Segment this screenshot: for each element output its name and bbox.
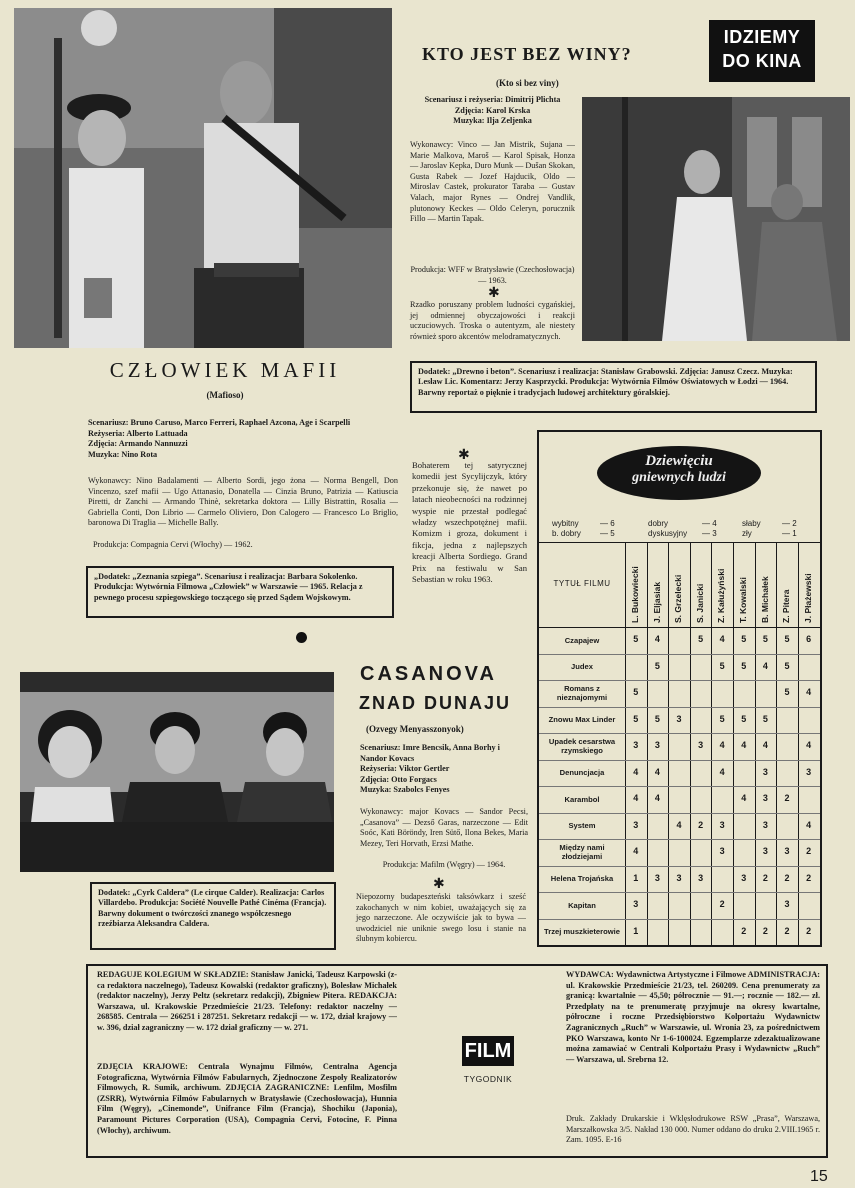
film-title: Karambol [564, 794, 600, 804]
casanova-title-line1: CASANOVA [360, 663, 497, 685]
casanova-still-photo [20, 672, 334, 872]
bullet-dot [296, 632, 307, 643]
ratings-heading-line2: gniewnych ludzi [632, 470, 726, 485]
score-cell: 4 [654, 793, 660, 804]
score-cell: 5 [784, 634, 790, 645]
score-cell: 3 [654, 740, 660, 751]
casanova-scene-image [20, 672, 334, 872]
score-cell: 3 [633, 899, 639, 910]
legend-label: dobry [648, 519, 669, 528]
critic-name: Z. Pitera [781, 589, 792, 623]
score-cell: 3 [741, 872, 747, 883]
score-cell: 6 [806, 634, 812, 645]
score-cell: 3 [633, 819, 639, 830]
kto-review: Rzadko poruszany problem ludności cygańskiej, jej odmiennej obyczajowości i reakcji uczuciowych. Troska o autentyzm, ale niestety również sporo akcentów melodramatycznych. [410, 300, 575, 341]
page-number: 15 [810, 1168, 828, 1185]
legend-label: zły [742, 529, 752, 538]
film-title: Trzej muszkieterowie [544, 927, 620, 937]
score-cell: 2 [806, 872, 812, 883]
score-cell: 3 [654, 872, 660, 883]
score-cell: 4 [633, 766, 639, 777]
score-cell: 4 [741, 793, 747, 804]
score-cell: 2 [762, 872, 768, 883]
score-cell: 4 [762, 740, 768, 751]
legend-value: — 6 [600, 519, 615, 528]
mafia-cast: Wykonawcy: Nino Badalamenti — Alberto Sordi, jego żona — Norma Bengell, Don Vincenzo, szef mafii — Ugo Attanasio, Donatella — Cinzia Bruno, Patrizia — Katiuscia Piretti, dr Zanchi — Armando Thinè, sekretarka doktora — Lilly Bistrattin, Rosalia — Gabriella Conti, Don Librio — Carmelo Oliviero, Don Calogero — Francesco Lo Briglio, baronowa Di Traglia — Michelle Bally. [88, 476, 398, 528]
score-cell: 3 [762, 793, 768, 804]
table-top-rule [539, 542, 820, 543]
legend-label: dyskusyjny [648, 529, 688, 538]
score-cell: 5 [741, 634, 747, 645]
footer-druk: Druk. Zakłady Drukarskie i Wklęsłodrukowe RSW „Prasa”, Warszawa, Marszałkowska 3/5. Nakład 130 000. Numer oddano do druku 2.VIII.1965 r. Zam. 1095. E-16 [566, 1114, 820, 1145]
score-cell: 3 [698, 872, 704, 883]
score-cell: 5 [633, 687, 639, 698]
score-cell: 3 [719, 846, 725, 857]
footer-redakcja: REDAGUJE KOLEGIUM W SKŁADZIE: Stanisław Janicki, Tadeusz Karpowski (z-ca redaktora naczelnego), Tadeusz Kowalski (redaktor graficzny), Bolesław Michałek (redaktor naczelny), Jerzy Peltz (sekretarz redakcji), Zbigniew Pitera. REDAKCJA: Warszawa, ul. Krakowskie Przedmieście 21/23. Telefony: redaktor naczelny — 268585. Centrala — 266251 i 287251. Sekretarz redakcji — w. 172, dział krajowy — w. 396, dział zagraniczny — w. 172 dział graficzny — w. 271. [97, 970, 397, 1032]
score-cell: 4 [741, 740, 747, 751]
casanova-review: Niepozorny budapeszteński taksówkarz i sześć zakochanych w nim kobiet, uważających się za jego narzeczone. Ale oczywiście jak to bywa — uwodziciel nie uniknie swego losu i stanie na ślubnym kobiercu. [356, 892, 526, 944]
score-cell: 3 [633, 740, 639, 751]
idziemy-do-kina-badge [709, 20, 815, 82]
score-cell: 3 [762, 846, 768, 857]
legend-label: słaby [742, 519, 761, 528]
film-title: Znowu Max Linder [548, 715, 616, 725]
legend-value: — 2 [782, 519, 797, 528]
kto-scene-image [582, 97, 850, 341]
kto-production: Produkcja: WFF w Bratysławie (Czechosłowacja) — 1963. [410, 265, 575, 285]
film-title: System [568, 821, 596, 831]
score-cell: 2 [784, 872, 790, 883]
score-cell: 4 [633, 793, 639, 804]
title-column-header: TYTUŁ FILMU [553, 578, 611, 588]
score-cell: 5 [741, 713, 747, 724]
score-cell: 4 [654, 634, 660, 645]
footer-wydawca: WYDAWCA: Wydawnictwa Artystyczne i Filmowe ADMINISTRACJA: ul. Krakowskie Przedmieście 21/23, tel. 260209. Cena prenumeraty za granicą: kwartalnie — 45,50; półrocznie — 91.—; rocznie — 182.— zł. Przedpłaty na te prenumeratę przyjmuje na okresy kwartalne, półroczne i roczne Przedsiębiorstwo Kolportażu Wydawnictw Zagranicznych „Ruch” w Warszawie, ul. Wronia 23, za pośrednictwem PKO Warszawa, konto Nr 1-6-100024. Egzemplarze zdezaktualizowane można zamawiać w Centrali Kolportażu Prasy i Wydawnictw „Ruch” — Warszawa, ul. Srebrna 12. [566, 970, 820, 1064]
kto-subtitle: (Kto si bez viny) [496, 78, 559, 88]
score-cell: 5 [719, 660, 725, 671]
score-cell: 3 [698, 740, 704, 751]
score-cell: 5 [654, 660, 660, 671]
score-cell: 5 [762, 634, 768, 645]
score-cell: 4 [806, 687, 812, 698]
score-cell: 5 [719, 713, 725, 724]
score-cell: 2 [784, 925, 790, 936]
casanova-addition-box: Dodatek: „Cyrk Caldera” (Le cirque Calder). Realizacja: Carlos Villardebo. Produkcja: Société Nouvelle Pathé Cinéma (Francja). Barwny dokument o twórczości znanego współczesnego rzeźbiarza Aleksandra Caldera. [90, 882, 336, 950]
mafia-review: Bohaterem tej satyrycznej komedii jest Sycylijczyk, który przekonuje się, że nawet po latach nieobecności na rodzinnej wyspie nie przestał podlegać władzy wszechpotężnej mafii. Komizm i groza, dokument i fikcja, jedna z najlepszych kreacji Alberta Sordiego. Grand Prix na festiwalu w San Sebastian w roku 1963. [412, 460, 527, 585]
score-cell: 2 [762, 925, 768, 936]
score-cell: 3 [784, 846, 790, 857]
score-cell: 4 [806, 819, 812, 830]
film-title: Judex [571, 662, 593, 672]
ratings-table [539, 542, 820, 945]
ratings-heading-line1: Dziewięciu [645, 453, 713, 469]
kto-addition-box: Dodatek: „Drewno i beton”. Scenariusz i realizacja: Stanisław Grabowski. Zdjęcia: Janusz Czecz. Muzyka: Lesław Lic. Komentarz: Jerzy Kasprzycki. Produkcja: Wytwórnia Filmów Oświatowych w Łodzi — 1964. Barwny reportaż o pięknie i tradycjach ludowej architektury góralskiej. [410, 361, 817, 413]
critic-name: Z. Kałużyński [716, 568, 727, 623]
score-cell: 2 [719, 899, 725, 910]
kto-cast: Wykonawcy: Vinco — Jan Mistrik, Sujana — Marie Malkova, Maroš — Karol Spisak, Honza — Jaroslav Kepka, Duro Munk — Dušan Skokan, Gusta Rabek — Jozef Hajducik, Oldo — Miroslav Castek, prokurator Taraba — Gustav Valach, major Rynes — Ondrej Vandlik, plutonowy Keckes — Oldo Celeryn, porucznik Fillo — Martin Tapak. [410, 140, 575, 224]
score-cell: 4 [719, 766, 725, 777]
asterisk-icon: ✱ [433, 877, 445, 892]
asterisk-icon: ✱ [458, 448, 470, 463]
legend-value: — 5 [600, 529, 615, 538]
kto-credit-director: Scenariusz i reżyseria: Dimitrij Plichta [424, 95, 561, 104]
film-title: Kapitan [568, 900, 596, 910]
kto-credit-camera: Zdjęcia: Karol Krska [454, 105, 531, 115]
score-cell: 2 [698, 819, 704, 830]
column-rule [668, 542, 669, 945]
kto-still-photo [582, 97, 850, 341]
casanova-subtitle: (Ozvegy Menyasszonyok) [366, 724, 464, 734]
mafioso-scene-image [14, 8, 392, 348]
score-cell: 4 [762, 660, 768, 671]
kto-title: KTO JEST BEZ WINY? [422, 44, 632, 64]
score-cell: 5 [784, 687, 790, 698]
casanova-credits: Scenariusz: Imre Bencsik, Anna Borhy i Nandor Kovacs Reżyseria: Viktor Gertler Zdjęcia: Otto Forgacs Muzyka: Szabolcs Fenyes [360, 743, 500, 795]
kto-credits [410, 95, 575, 127]
mafia-subtitle: (Mafioso) [206, 390, 244, 400]
score-cell: 5 [741, 660, 747, 671]
critic-name: S. Grzelecki [673, 574, 684, 623]
score-cell: 3 [719, 819, 725, 830]
critic-name: J. Płażewski [802, 573, 813, 623]
badge-line2: DO KINA [722, 51, 802, 71]
score-cell: 4 [719, 634, 725, 645]
film-title: Między nami złodziejami [559, 843, 605, 862]
score-cell: 5 [633, 634, 639, 645]
badge-line1: IDZIEMY [723, 27, 801, 47]
film-title: Romans z nieznajomymi [556, 684, 608, 703]
score-cell: 3 [762, 766, 768, 777]
score-cell: 3 [784, 899, 790, 910]
score-cell: 2 [784, 793, 790, 804]
mafia-production: Produkcja: Compagnia Cervi (Włochy) — 1962. [93, 540, 253, 549]
score-cell: 4 [654, 766, 660, 777]
legend-value: — 3 [702, 529, 717, 538]
score-cell: 5 [762, 713, 768, 724]
score-cell: 3 [806, 766, 812, 777]
critic-name: J. Eljasiak [651, 581, 662, 623]
asterisk-icon: ✱ [488, 286, 500, 301]
legend-label: wybitny [552, 519, 579, 528]
mafia-title: CZŁOWIEK MAFII [109, 358, 341, 382]
score-cell: 4 [719, 740, 725, 751]
legend-value: — 4 [702, 519, 717, 528]
mafia-credits: Scenariusz: Bruno Caruso, Marco Ferreri, Raphael Azcona, Age i Scarpelli Reżyseria: Alberto Lattuada Zdjęcia: Armando Nannuzzi Muzyka: Nino Rota [88, 418, 351, 459]
score-cell: 5 [698, 634, 704, 645]
ratings-heading [597, 446, 761, 500]
footer-zdjecia: ZDJĘCIA KRAJOWE: Centrala Wynajmu Filmów, Centralna Agencja Fotograficzna, Wytwórnia Filmów Fabularnych, Zjednoczone Zespoły Realizatorów Filmowych, R. Sumik, archiwum. ZDJĘCIA ZAGRANICZNE: Lenfilm, Mosfilm (ZSRR), Wytwórnia Filmów Fabularnych w Bratysławie (Czechosłowacja), Hunnia Film (Węgry), „Cinemonde”, Unifrance Film (Francja), Shochiku (Japonia), Paramount Pictures Corporation (USA), Compagnia Cervi, Fotocine, F. Pinna (Włochy), archiwum. [97, 1062, 397, 1135]
film-logo: FILM [462, 1036, 514, 1066]
score-cell: 3 [676, 713, 682, 724]
score-cell: 4 [633, 846, 639, 857]
kto-credit-music: Muzyka: Ilja Zeljenka [453, 116, 532, 126]
mafia-addition-box: „Dodatek: „Zeznania szpiega”. Scenariusz i realizacja: Barbara Sokolenko. Produkcja: Wytwórnia Filmowa „Człowiek” w Warszawie — 1965. Relacja z pewnego procesu szpiegowskiego toczącego się przed Sądem Wojskowym. [86, 566, 394, 618]
film-title: Helena Trojańska [550, 874, 614, 884]
column-rule [776, 542, 777, 945]
score-cell: 1 [633, 925, 639, 936]
score-cell: 1 [633, 872, 639, 883]
film-logo-subtitle: TYGODNIK [463, 1074, 513, 1084]
legend-label: b. dobry [552, 529, 581, 538]
critic-name: B. Michałek [759, 576, 770, 623]
score-cell: 2 [806, 846, 812, 857]
film-title: Czapajew [564, 635, 600, 645]
mafioso-still-photo [14, 8, 392, 348]
score-cell: 5 [784, 660, 790, 671]
score-cell: 2 [741, 925, 747, 936]
score-cell: 4 [806, 740, 812, 751]
score-cell: 5 [633, 713, 639, 724]
critic-name: L. Bukowiecki [630, 566, 640, 623]
score-cell: 4 [676, 819, 682, 830]
film-title: Upadek cesarstwa rzymskiego [548, 737, 616, 756]
casanova-production: Produkcja: Mafilm (Węgry) — 1964. [382, 860, 506, 869]
critic-name: S. Janicki [694, 583, 705, 623]
score-cell: 3 [762, 819, 768, 830]
film-title: Denuncjacja [559, 768, 605, 778]
casanova-title-line2: ZNAD DUNAJU [359, 693, 511, 713]
critic-name: T. Kowalski [738, 577, 748, 623]
score-cell: 2 [806, 925, 812, 936]
casanova-cast: Wykonawcy: major Kovacs — Sandor Pecsi, „Casanova” — Dezső Garas, narzeczone — Edit Soóc, Kati Böröndy, Iren Sütő, Ilona Bekes, Maria Mezey, Teri Horvath, Erzsi Mathe. [360, 807, 528, 848]
score-cell: 5 [654, 713, 660, 724]
legend-value: — 1 [782, 529, 797, 538]
score-cell: 3 [676, 872, 682, 883]
